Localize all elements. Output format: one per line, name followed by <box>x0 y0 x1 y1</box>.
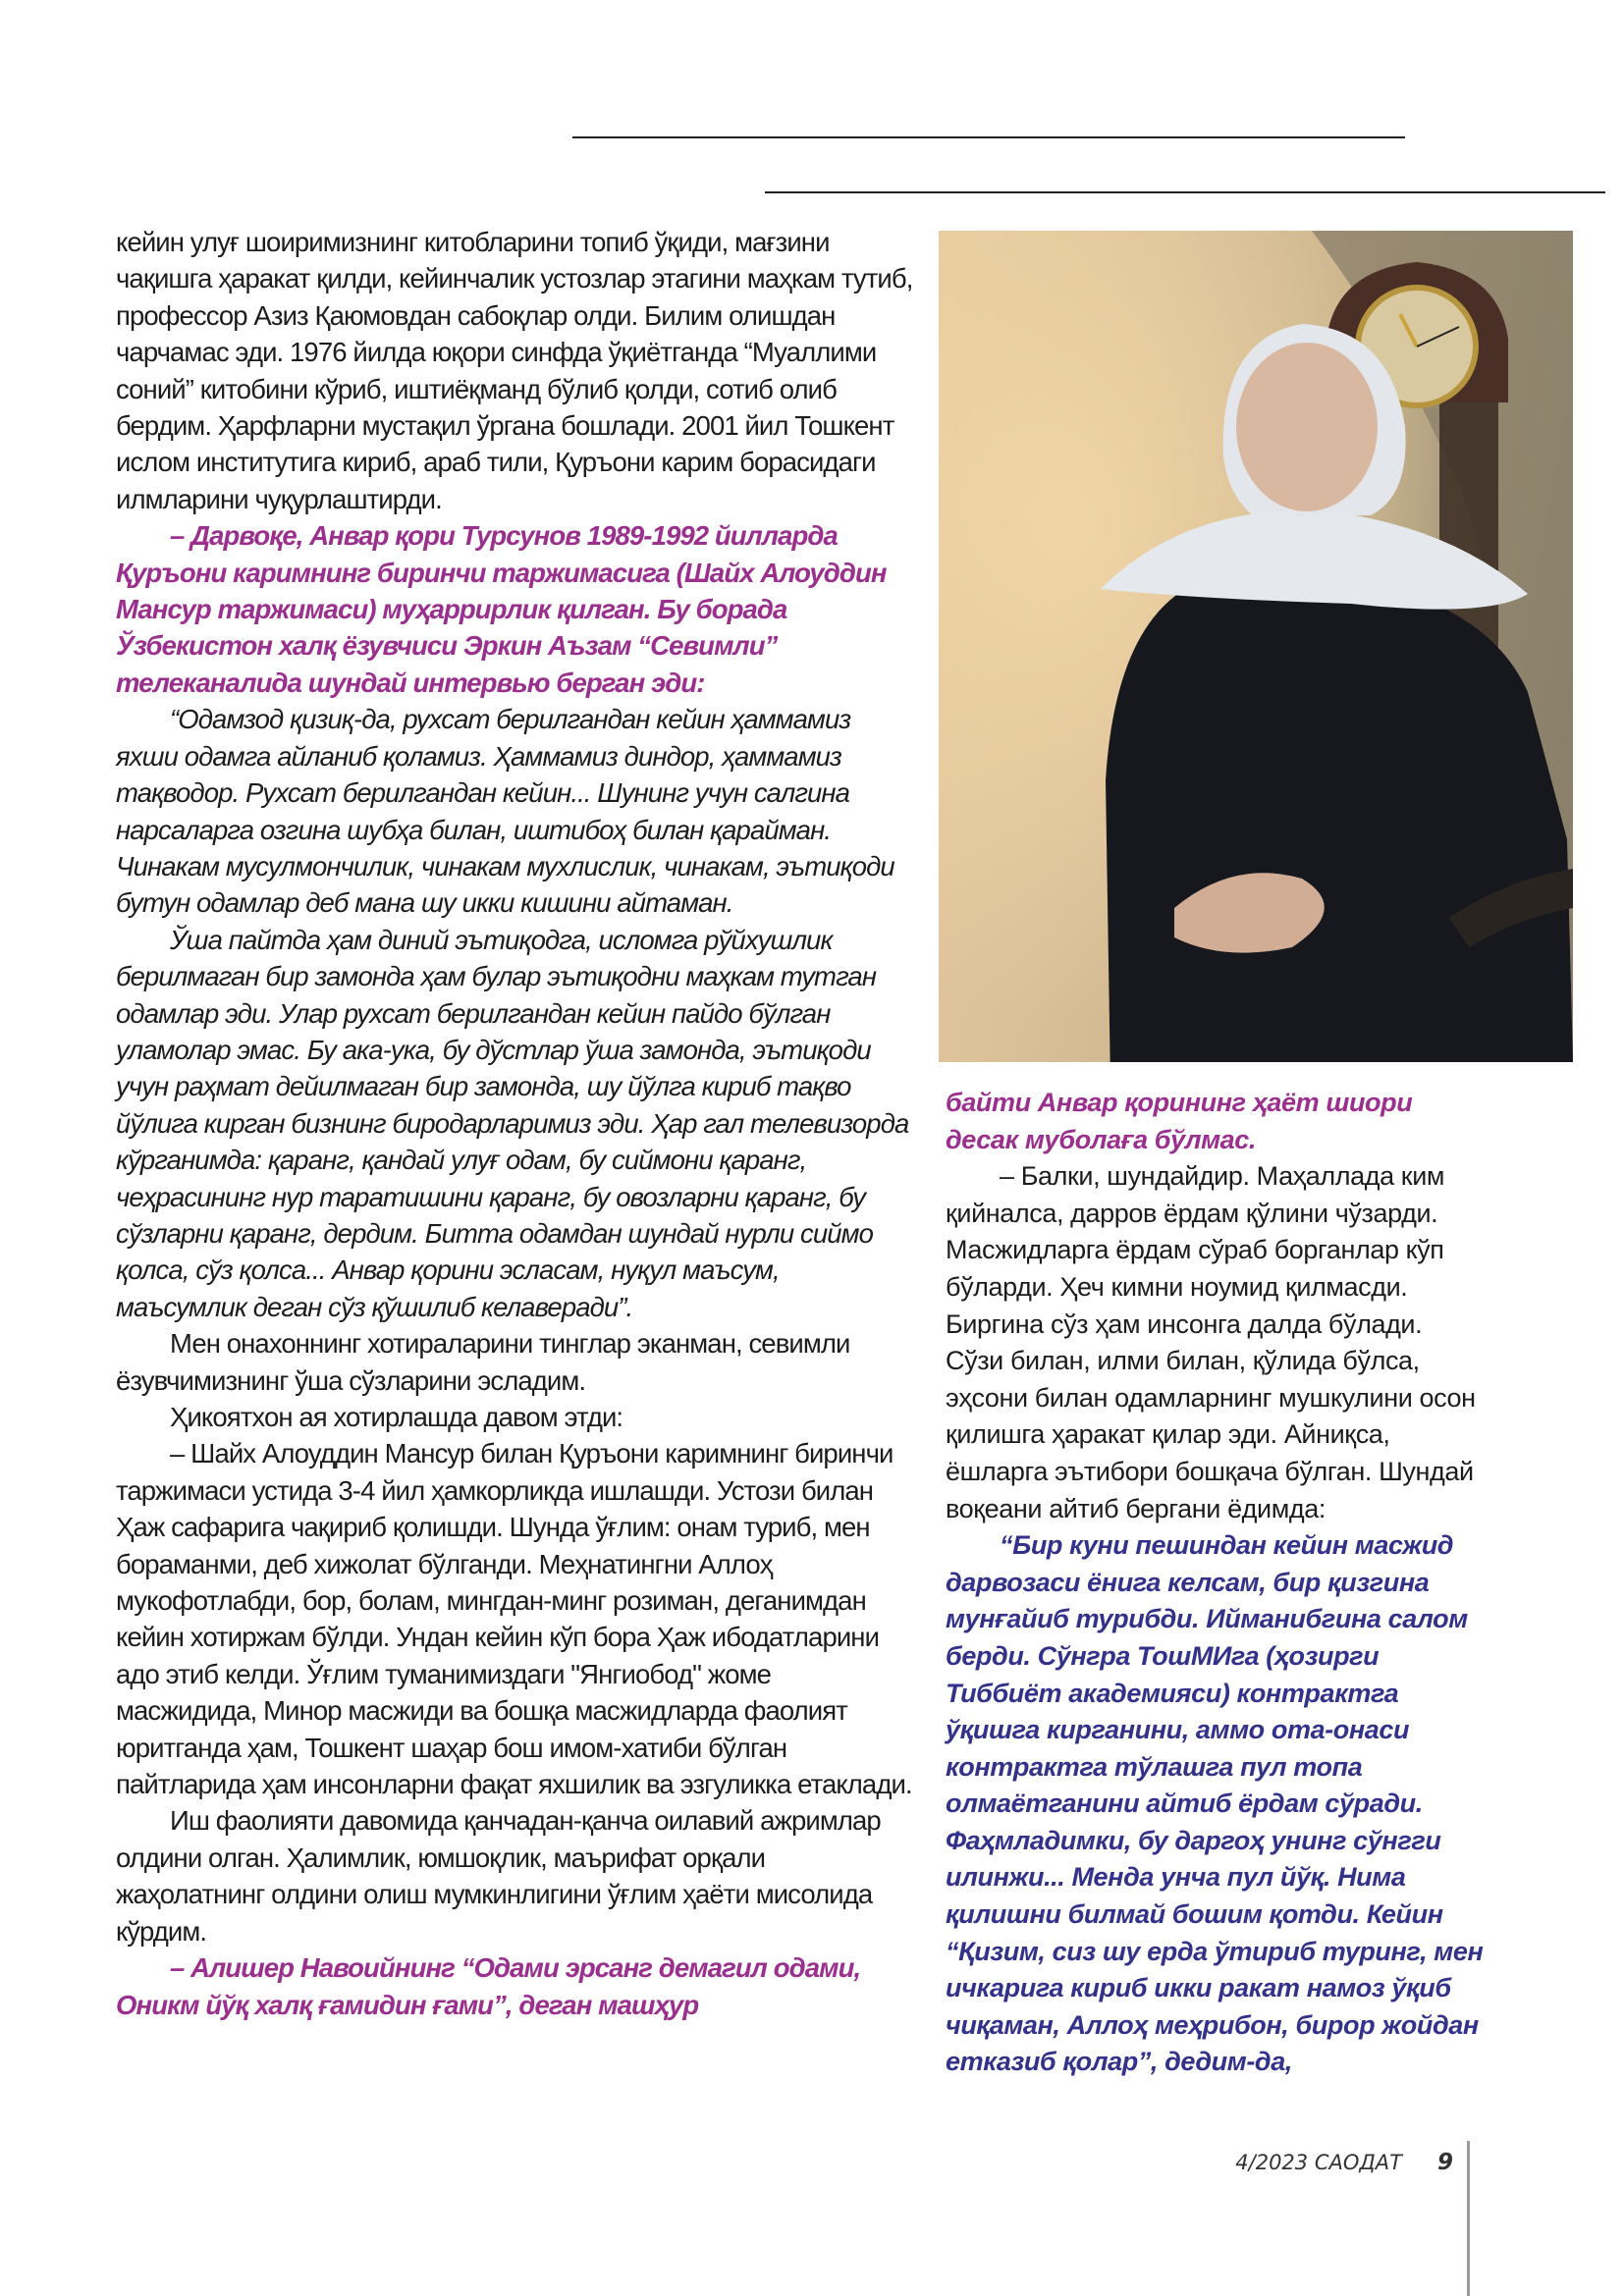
paragraph-translation: – Шайх Алоуддин Мансур билан Қуръони каримнинг биринчи таржимаси устида 3-4 йил ҳамкорликда ишлашди. Устози билан Ҳаж сафарига чақириб қолишди. Шунда ўғлим: онам туриб, мен бораманми, деб хижолат бўлганди. Меҳнатингни Аллоҳ мукофотлабди, бор, болам, мингдан-минг розиман, деганимдан кейин хотиржам бўлди. Ундан кейин кўп бора Ҳаж ибодатларини адо этиб келди. Ўғлим туманимиздаги "Янгиобод" жоме масжидида, Минор масжиди ва бошқа масжидларда фаолият юритганда ҳам, Тошкент шаҳар бош имом-хатиби бўлган пайтларида ҳам инсонларни фақат яхшилик ва эзгуликка етаклади. <box>116 1438 912 1800</box>
question-heading-continued: байти Анвар қорининг ҳаёт шиори десак муболаға бўлмас. <box>946 1088 1413 1154</box>
portrait-illustration <box>939 231 1573 1062</box>
issue-label: 4/2023 САОДАТ <box>1235 2151 1402 2174</box>
paragraph-recollection: Мен онахоннинг хотираларини тинглар эканман, севимли ёзувчимизнинг ўша сўзларини эсладим. <box>116 1328 850 1396</box>
paragraph-answer: – Балки, шундайдир. Маҳаллада ким қийналса, дарров ёрдам қўлини чўзарди. Масжидларга ёрдам сўраб борганлар кўп бўларди. Ҳеч кимни ноумид қилмасди. Биргина сўз ҳам инсонга далда бўлади. Сўзи билан, илми билан, қўлида бўлса, эҳсони билан одамларнинг мушкулини осон қилишга ҳаракат қилар эди. Айниқса, ёшларга эътибори бошқача бўлган. Шундай воқеани айтиб бергани ёдимда: <box>946 1161 1476 1523</box>
left-column <box>116 224 913 2023</box>
story-quote: “Бир куни пешиндан кейин масжид дарвозаси ёнига келсам, бир қизгина мунғайиб турибди. Ийманибгина салом берди. Сўнгра ТошМИга (ҳозирги Тиббиёт академияси) контрактга ўқишга кирганини, аммо ота-онаси контрактга тўлашга пул топа олмаётганини айтиб ёрдам сўради. Фаҳмладимки, бу даргоҳ унинг сўнгги илинжи... Менда унча пул йўқ. Нима қилишни билмай бошим қотди. Кейин “Қизим, сиз шу ерда ўтириб туринг, мен ичкарига кириб икки ракат намоз ўқиб чиқаман, Аллоҳ меҳрибон, бирор жойдан етказиб қолар”, дедим-да, <box>946 1530 1484 2077</box>
question-heading-1: – Дарвоқе, Анвар қори Турсунов 1989-1992 йилларда Қуръони каримнинг биринчи таржимасига (Шайх Алоуддин Мансур таржимаси) муҳаррирлик қилган. Бу борада Ўзбекистон халқ ёзувчиси Эркин Аъзам “Севимли” телеканалида шундай интервью берган эди: <box>116 520 887 698</box>
page-number: 9 <box>1436 2150 1453 2175</box>
face <box>1236 343 1378 511</box>
right-column <box>946 1085 1486 2081</box>
page-footer <box>1159 2150 1453 2175</box>
paragraph-work: Иш фаолияти давомида қанчадан-қанча оилавий ажримлар олдини олган. Ҳалимлик, юмшоқлик, маърифат орқали жаҳолатнинг олдини олиш мумкинлигини ўғлим ҳаёти мисолида кўрдим. <box>116 1805 881 1947</box>
portrait-photo <box>939 231 1573 1062</box>
paragraph-continued: Ҳикоятхон ая хотирлашда давом этди: <box>170 1402 623 1432</box>
header-rule-second <box>765 191 1605 193</box>
quote-paragraph-1: “Одамзод қизиқ-да, рухсат берилгандан кейин ҳаммамиз яхши одамга айланиб қоламиз. Ҳаммамиз диндор, ҳаммамиз тақводор. Рухсат берилгандан кейин... Шунинг учун салгина нарсаларга озгина шубҳа билан, иштибоҳ билан қарайман. Чинакам мусулмончилик, чинакам мухлислик, чинакам, эътиқоди бутун одамлар деб мана шу икки кишини айтаман. <box>116 704 894 919</box>
question-heading-2: – Алишер Навоийнинг “Одами эрсанг демагил одами, Оникм йўқ халқ ғамидин ғами”, деган машҳур <box>116 1952 861 2020</box>
paragraph-intro: кейин улуғ шоиримизнинг китобларини топиб ўқиди, мағзини чақишга ҳаракат қилди, кейинчалик устозлар этагини маҳкам тутиб, профессор Азиз Қаюмовдан сабоқлар олди. Билим олишдан чарчамас эди. 1976 йилда юқори синфда ўқиётганда “Муаллими соний” китобини кўриб, иштиёқманд бўлиб қолди, сотиб олиб бердим. Ҳарфларни мустақил ўргана бошлади. 2001 йил Тошкент ислом институтига кириб, араб тили, Қуръони карим борасидаги илмларини чуқурлаштирди. <box>116 227 913 514</box>
header-rule-top <box>572 136 1405 138</box>
footer-vertical-rule <box>1467 2141 1470 2296</box>
quote-paragraph-2: Ўша пайтда ҳам диний эътиқодга, исломга рўйхушлик берилмаган бир замонда ҳам булар эътиқодни маҳкам тутган одамлар эди. Улар рухсат берилгандан кейин пайдо бўлган уламолар эмас. Бу ака-ука, бу дўстлар ўша замонда, эътиқоди учун раҳмат дейилмаган бир замонда, шу йўлга кириб тақво йўлига кирган бизнинг биродарларимиз эди. Ҳар гал телевизорда кўрганимда: қаранг, қандай улуғ одам, бу сиймони қаранг, чеҳрасининг нур таратишини қаранг, бу овозларни қаранг, бу сўзларни қаранг, дердим. Битта одамдан шундай нурли сиймо қолса, сўз қолса... Анвар қорини эсласам, нуқул маъсум, маъсумлик деган сўз қўшилиб келаверади”. <box>116 924 909 1322</box>
